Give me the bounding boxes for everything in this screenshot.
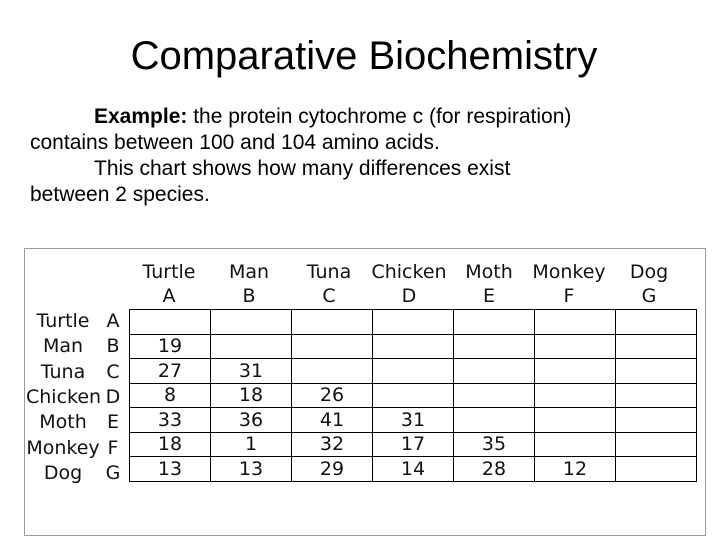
cell-b-d	[373, 334, 454, 359]
cell-b-f	[535, 334, 616, 359]
cell-e-e	[454, 408, 535, 433]
cell-g-f: 12	[535, 457, 616, 482]
cell-e-b: 36	[211, 408, 292, 433]
row-name-turtle: Turtle	[36, 310, 90, 332]
cell-c-g	[616, 359, 697, 384]
cell-g-c: 29	[292, 457, 373, 482]
column-letter-d: D	[401, 285, 417, 307]
cell-b-a: 19	[130, 334, 211, 359]
column-name-turtle: Turtle	[142, 261, 196, 283]
body-line-1	[30, 104, 710, 130]
cell-a-e	[454, 310, 535, 335]
row-letter-c: C	[106, 360, 120, 383]
cell-b-c	[292, 334, 373, 359]
row-name-dog: Dog	[43, 461, 83, 484]
row-letter-e: E	[106, 411, 119, 434]
cell-a-a	[130, 310, 211, 335]
table-row	[130, 408, 697, 433]
difference-table	[129, 309, 697, 482]
cell-d-f	[535, 383, 616, 408]
column-name-man: Man	[228, 261, 270, 283]
cell-a-g	[616, 310, 697, 335]
table-row	[130, 383, 697, 408]
column-letter-g: G	[641, 285, 657, 307]
row-letter-b: B	[106, 335, 120, 358]
column-name-moth: Moth	[465, 261, 513, 283]
cell-f-g	[616, 432, 697, 457]
table-row	[130, 432, 697, 457]
body-text-1: the protein cytochrome c (for respiration)	[187, 105, 572, 128]
cell-g-d: 14	[373, 457, 454, 482]
column-letter-f: F	[563, 285, 575, 307]
row-name-man: Man	[42, 335, 84, 358]
row-name-moth: Moth	[39, 411, 87, 434]
column-letter-c: C	[322, 285, 336, 307]
cell-a-d	[373, 310, 454, 335]
column-letter-e: E	[482, 285, 495, 307]
cell-c-a: 27	[130, 359, 211, 384]
cell-g-e: 28	[454, 457, 535, 482]
table-row	[130, 457, 697, 482]
cell-e-a: 33	[130, 408, 211, 433]
table-row	[130, 359, 697, 384]
column-name-dog: Dog	[629, 261, 669, 283]
cell-c-c	[292, 359, 373, 384]
column-letter-a: A	[162, 285, 176, 307]
cell-g-a: 13	[130, 457, 211, 482]
cell-c-d	[373, 359, 454, 384]
column-name-chicken: Chicken	[371, 261, 447, 283]
cell-e-g	[616, 408, 697, 433]
cell-e-c: 41	[292, 408, 373, 433]
cell-f-f	[535, 432, 616, 457]
cell-b-b	[211, 334, 292, 359]
cell-f-b: 1	[211, 432, 292, 457]
cell-b-e	[454, 334, 535, 359]
column-name-monkey: Monkey	[532, 261, 606, 283]
cell-g-g	[616, 457, 697, 482]
cell-d-b: 18	[211, 383, 292, 408]
cell-e-d: 31	[373, 408, 454, 433]
column-letter-b: B	[242, 285, 256, 307]
cell-f-a: 18	[130, 432, 211, 457]
table-row	[130, 310, 697, 335]
column-name-tuna: Tuna	[306, 261, 352, 283]
row-name-chicken: Chicken	[26, 385, 102, 408]
body-line-3	[30, 156, 710, 182]
cell-a-b	[211, 310, 292, 335]
row-letter-d: D	[105, 385, 121, 408]
cell-d-g	[616, 383, 697, 408]
cell-d-c: 26	[292, 383, 373, 408]
body-line-2: contains between 100 and 104 amino acids.	[30, 131, 440, 154]
body-line-4: between 2 species.	[30, 183, 210, 206]
slide-body	[30, 104, 710, 208]
row-letter-f: F	[107, 436, 119, 459]
cell-a-c	[292, 310, 373, 335]
cell-g-b: 13	[211, 457, 292, 482]
cell-c-f	[535, 359, 616, 384]
row-letter-a: A	[106, 310, 120, 332]
row-name-monkey: Monkey	[26, 436, 100, 459]
cell-f-d: 17	[373, 432, 454, 457]
slide-title: Comparative Biochemistry	[130, 34, 598, 78]
cell-e-f	[535, 408, 616, 433]
cell-a-f	[535, 310, 616, 335]
cell-d-a: 8	[130, 383, 211, 408]
table-row	[130, 334, 697, 359]
cell-d-d	[373, 383, 454, 408]
row-letter-g: G	[105, 461, 121, 484]
cell-f-c: 32	[292, 432, 373, 457]
cell-c-b: 31	[211, 359, 292, 384]
row-name-tuna: Tuna	[40, 360, 86, 383]
example-label: Example:	[94, 105, 188, 128]
cell-f-e: 35	[454, 432, 535, 457]
cell-b-g	[616, 334, 697, 359]
body-text-3: This chart shows how many differences exist	[94, 157, 511, 180]
cell-c-e	[454, 359, 535, 384]
cell-d-e	[454, 383, 535, 408]
